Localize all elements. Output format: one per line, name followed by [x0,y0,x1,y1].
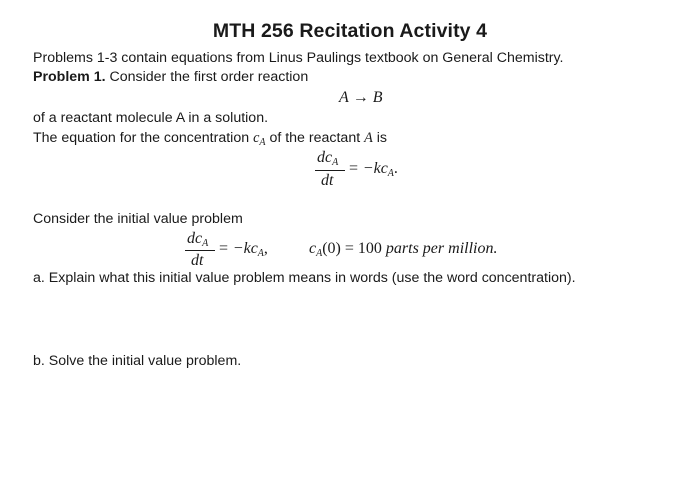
page-title: MTH 256 Recitation Activity 4 [212,20,488,42]
ode1-numerator: $dc_A$ [317,149,339,168]
concentration-text [33,130,387,148]
ode1-fraction-bar [315,170,345,171]
reaction-lhs: A [339,89,349,106]
concentration-text-pre: The equation for the concentration [33,130,250,146]
concentration-var2: A [364,130,373,146]
part-a-question: a. Explain what this initial value problem means in words (use the word concentration). [33,270,576,286]
ivp-intro: Consider the initial value problem [33,211,243,227]
problem1-label: Problem 1. [33,69,106,85]
reaction-rhs: B [372,89,383,106]
ode2-numerator: $dc_A$ [187,230,209,249]
concentration-text-post: is [376,130,387,146]
part-b-question: b. Solve the initial value problem. [33,353,242,369]
ode2-denominator: dt [191,252,204,269]
problem1-text: Consider the first order reaction [109,69,309,85]
problem1-header [33,69,308,85]
ode1-rhs: = $-kc_A$. [348,160,398,179]
reaction-equation [339,89,383,107]
concentration-var: $c_A$ [253,130,266,148]
ode2-rhs: = $-kc_A$, [218,240,268,259]
ode1-denominator: dt [321,172,334,189]
molecule-text: of a reactant molecule A in a solution. [33,110,269,126]
intro-text: Problems 1-3 contain equations from Linus Paulings textbook on General Chemistry. [33,50,564,66]
initial-condition: $c_A(0) = 100$ parts per million. [309,240,498,259]
concentration-text-mid: of the reactant [269,130,361,146]
reaction-arrow: → [352,89,369,106]
ode2-fraction-bar [185,250,215,251]
